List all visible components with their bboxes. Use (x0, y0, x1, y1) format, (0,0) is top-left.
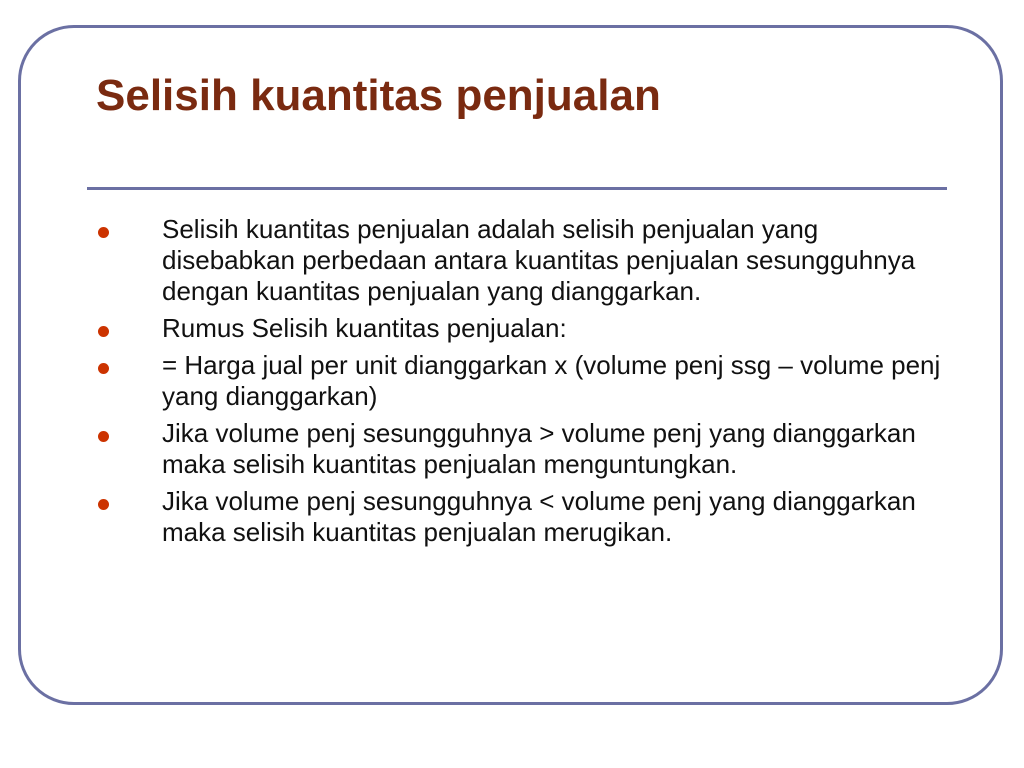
bullet-dot-icon (98, 363, 109, 374)
bullet-list (96, 214, 946, 554)
bullet-text: Selisih kuantitas penjualan adalah selisih penjualan yang disebabkan perbedaan antara kuantitas penjualan sesungguhnya dengan kuantitas penjualan yang dianggarkan. (162, 214, 916, 306)
bullet-item-formula (96, 350, 946, 412)
bullet-text: = Harga jual per unit dianggarkan x (volume penj ssg – volume penj yang dianggarkan) (162, 350, 941, 411)
bullet-item-definition (96, 214, 946, 307)
bullet-text: Jika volume penj sesungguhnya > volume penj yang dianggarkan maka selisih kuantitas penjualan menguntungkan. (162, 418, 916, 479)
bullet-text: Jika volume penj sesungguhnya < volume penj yang dianggarkan maka selisih kuantitas penjualan merugikan. (162, 486, 916, 547)
bullet-text: Rumus Selisih kuantitas penjualan: (162, 313, 567, 343)
bullet-item-formula-label (96, 313, 946, 344)
bullet-item-favorable (96, 418, 946, 480)
slide-title: Selisih kuantitas penjualan (96, 71, 661, 120)
bullet-dot-icon (98, 499, 109, 510)
bullet-dot-icon (98, 227, 109, 238)
bullet-dot-icon (98, 326, 109, 337)
title-divider (87, 187, 947, 190)
bullet-item-unfavorable (96, 486, 946, 548)
bullet-dot-icon (98, 431, 109, 442)
